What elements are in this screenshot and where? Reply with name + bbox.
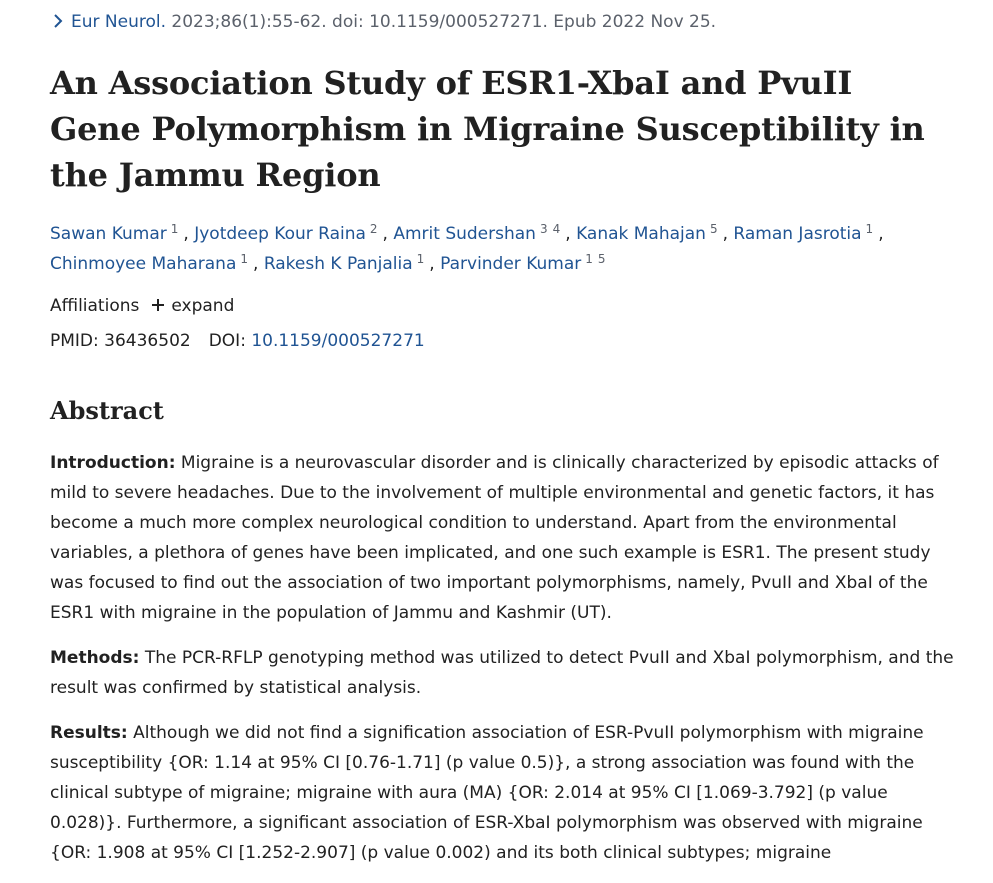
section-label: Methods: [50, 648, 140, 668]
author-item [393, 224, 565, 244]
author-item [733, 224, 878, 244]
author-link[interactable]: Sawan Kumar [50, 224, 167, 244]
author-item [50, 254, 253, 274]
author-link[interactable]: Jyotdeep Kour Raina [194, 224, 366, 244]
pmid-value: 36436502 [104, 331, 191, 351]
author-affiliation-refs[interactable]: 1 [416, 252, 425, 266]
author-link[interactable]: Chinmoyee Maharana [50, 254, 237, 274]
affiliations-expand-toggle[interactable] [151, 296, 234, 316]
citation-details: 2023;86(1):55-62. doi: 10.1159/000527271. Epub 2022 Nov 25. [171, 12, 717, 32]
section-text: Migraine is a neurovascular disorder and is clinically characterized by episodic attacks of mild to severe headaches. Due to the involvement of multiple environmental and genetic factors, it has become a much more complex neurological condition to understand. Apart from the environmental variables, a plethora of genes have been implicated, and one such example is ESR1. The present study was focused to find out the association of two important polymorphisms, namely, PvuII and XbaI of the ESR1 with migraine in the population of Jammu and Kashmir (UT). [50, 453, 939, 623]
affiliations-row [50, 296, 234, 316]
section-label: Results: [50, 723, 128, 743]
author-link[interactable]: Amrit Sudershan [393, 224, 536, 244]
author-item [440, 254, 610, 274]
author-link[interactable]: Rakesh K Panjalia [263, 254, 413, 274]
abstract-body [50, 448, 955, 883]
plus-icon [151, 298, 165, 312]
author-item [264, 254, 429, 274]
author-item [194, 224, 382, 244]
pmid-label: PMID: [50, 331, 99, 351]
author-affiliation-refs[interactable]: 5 [709, 222, 718, 236]
article-title: An Association Study of ESR1-XbaI and PvuII Gene Polymorphism in Migraine Susceptibility in the Jammu Region [50, 64, 925, 194]
author-link[interactable]: Raman Jasrotia [733, 224, 862, 244]
citation-line [50, 12, 716, 32]
expand-label: expand [171, 296, 235, 316]
author-item [50, 224, 183, 244]
author-link[interactable]: Kanak Mahajan [576, 224, 706, 244]
section-label: Introduction: [50, 453, 176, 473]
abstract-heading: Abstract [50, 396, 164, 425]
author-affiliation-refs[interactable]: 1 [170, 222, 179, 236]
author-list: Sawan Kumar $^1$ , Jyotdeep Kour Raina $^2$ , Amrit Sudershan $^{3 4}$ , Kanak Mahajan $^5$ , Raman Jasrotia $^1$ , Chinmoyee Maharana $^1$ , Rakesh K Panjalia $^1$ , Parvinder Kumar $^{1 5}$ [50, 222, 884, 274]
author-affiliation-refs[interactable]: 1 [240, 252, 249, 266]
journal-link[interactable]: Eur Neurol. [71, 12, 167, 32]
author-affiliation-refs[interactable]: 2 [369, 222, 378, 236]
author-affiliation-refs[interactable]: 3 4 [539, 222, 561, 236]
section-text: The PCR-RFLP genotyping method was utilized to detect PvuII and XbaI polymorphism, and the result was confirmed by statistical analysis. [50, 648, 954, 698]
chevron-right-icon[interactable] [50, 13, 66, 29]
abstract-section-methods [50, 643, 955, 703]
author-affiliation-refs[interactable]: 1 5 [585, 252, 606, 266]
doi-link[interactable]: 10.1159/000527271 [251, 331, 425, 351]
author-affiliation-refs[interactable]: 1 [865, 222, 874, 236]
identifiers-row [50, 331, 425, 351]
author-link[interactable]: Parvinder Kumar [440, 254, 582, 274]
affiliations-label: Affiliations [50, 296, 140, 316]
abstract-section-introduction [50, 448, 955, 628]
doi-label: DOI: [208, 331, 246, 351]
section-text: Although we did not find a signification association of ESR-PvuII polymorphism with migraine susceptibility {OR: 1.14 at 95% CI [0.76-1.71] (p value 0.5)}, a strong association was found with the clinical subtype of migraine; migraine with aura (MA) {OR: 2.014 at 95% CI [1.069-3.792] (p value 0.028)}. Furthermore, a significant association of ESR-XbaI polymorphism was observed with migraine {OR: 1.908 at 95% CI [1.252-2.907] (p value 0.002) and its both clinical subtypes; migraine [50, 723, 924, 863]
author-item [576, 224, 723, 244]
abstract-section-results [50, 718, 955, 868]
